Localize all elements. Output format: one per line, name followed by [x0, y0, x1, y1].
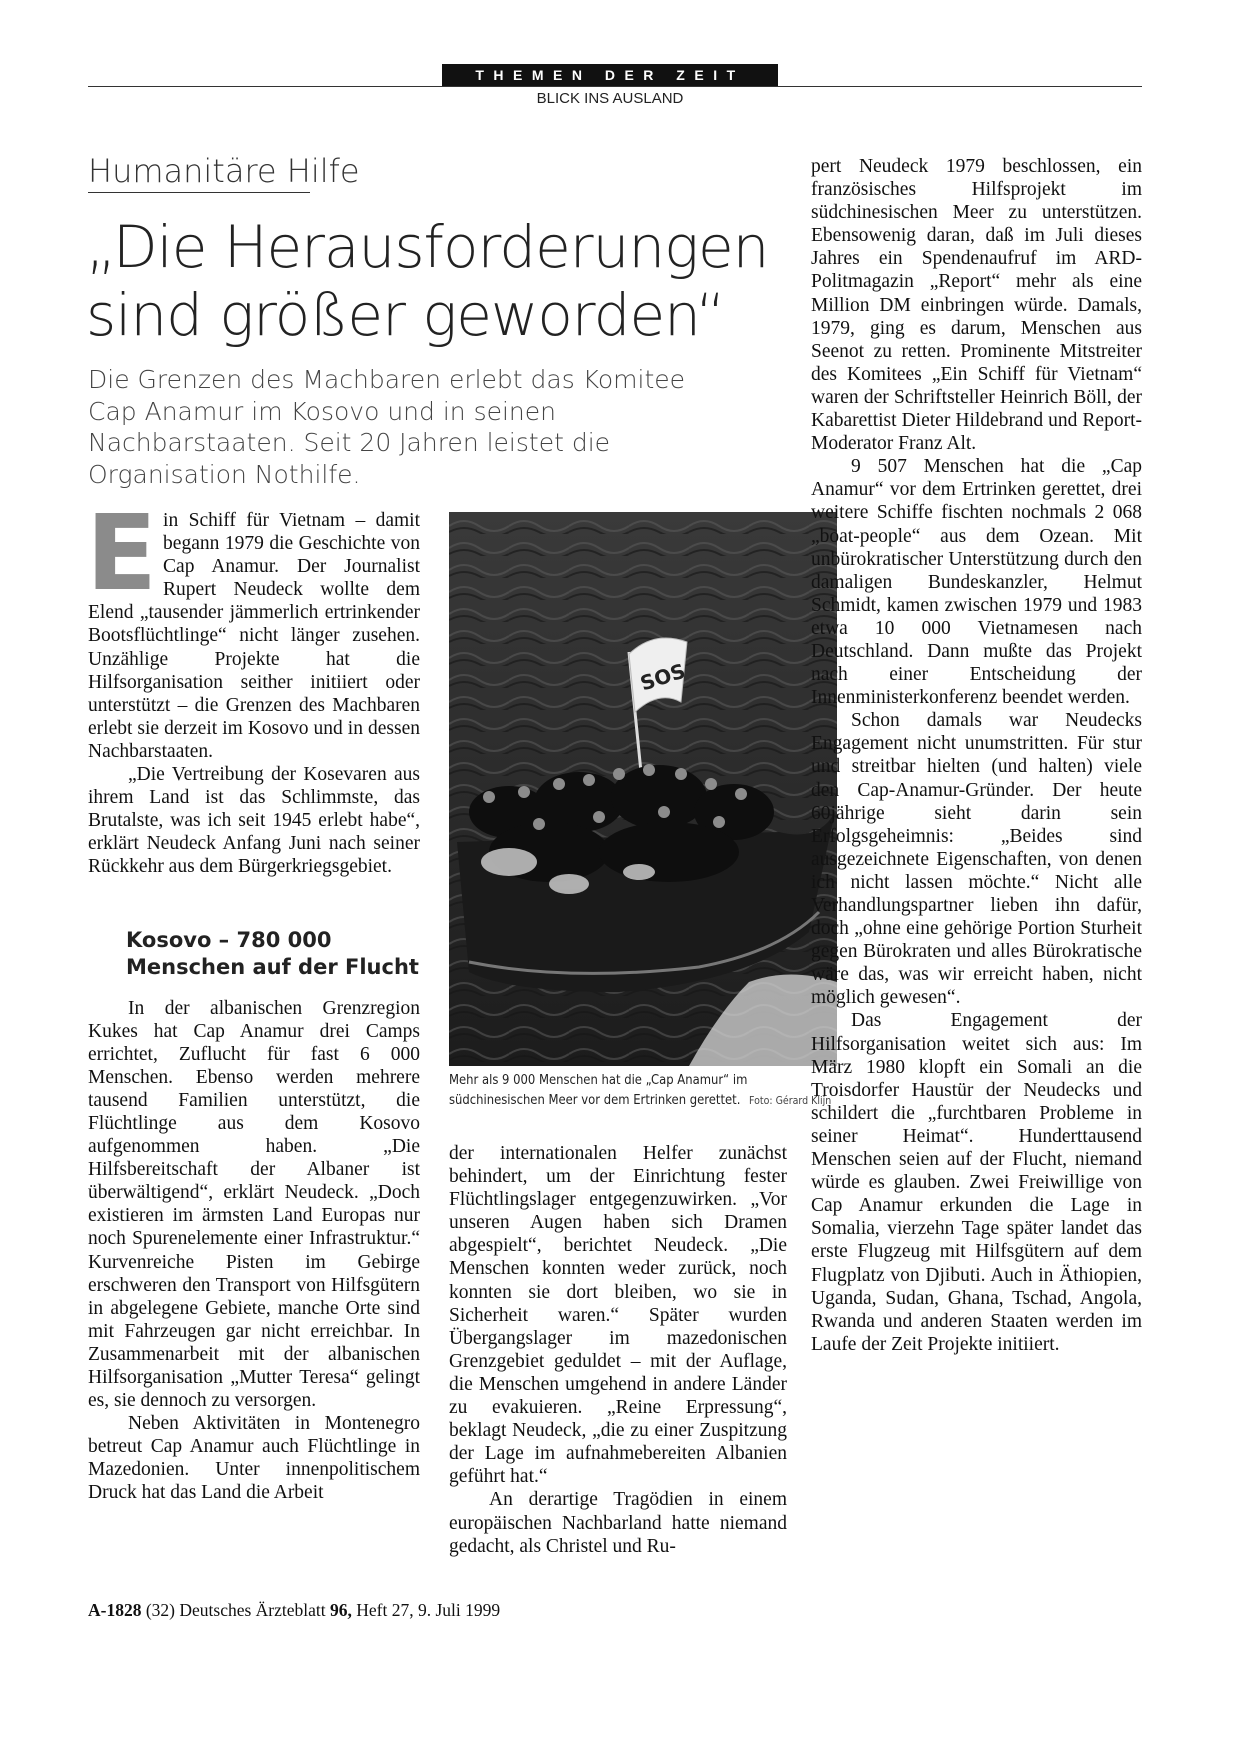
paragraph: Neben Aktivitäten in Montenegro betreut Cap Anamur auch Flüchtlinge in Mazedonien. Unter innenpolitischem Druck hat das Land die Arbeit: [88, 1413, 420, 1504]
page-number: A-1828: [88, 1600, 142, 1620]
subheading-line: Menschen auf der Flucht: [126, 954, 419, 979]
subsection-label: BLICK INS AUSLAND: [536, 90, 684, 107]
paragraph: pert Neudeck 1979 beschlossen, ein französisches Hilfsprojekt im südchinesischen Meer zu unterstützen. Ebensowenig daran, daß im Juli dieses Jahres ein Spendenaufruf im ARD-Politmagazin „Report“ mehr als eine Million DM einbringen würde. Damals, 1979, ging es darum, Menschen aus Seenot zu retten. Prominente Mitstreiter des Komitees „Ein Schiff für Vietnam“ waren der Schriftsteller Heinrich Böll, der Kabarettist Dieter Hildebrand und Report-Moderator Franz Alt.: [811, 156, 1142, 455]
subheading-line: Kosovo – 780 000: [126, 927, 332, 952]
paragraph: Schon damals war Neudecks Engagement nicht unumstritten. Für stur und streitbar hielten (und halten) viele den Cap-Anamur-Gründer. Der heute 60jährige sieht darin sein Erfolgsgeheimnis: „Beides sind ausgezeichnete Eigenschaften, von denen ich nicht lassen möchte.“ Nicht alle Verhandlungspartner lieben ihn dafür, doch „ohne eine gehörige Portion Sturheit gegen Bürokraten und alles Bürokratische wäre das, was wir erreicht haben, nicht möglich gewesen“.: [811, 710, 1142, 1009]
boat-photo: [449, 512, 837, 1066]
journal-name: Deutsches Ärzteblatt: [179, 1600, 326, 1620]
kicker-rule: [88, 192, 310, 193]
column-1: [86, 492, 420, 1505]
kicker: Humanitäre Hilfe: [88, 152, 360, 190]
boat-photo-graphic: [449, 512, 837, 1066]
caption-text: Mehr als 9 000 Menschen hat die „Cap Anamur“ im südchinesischen Meer vor dem Ertrinken gerettet.: [449, 1072, 748, 1108]
paragraph: „Die Vertreibung der Kosevaren aus ihrem Land ist das Schlimmste, das Brutalste, was ich seit 1945 erlebt habe“, erklärt Neudeck Anfang Juni nach seiner Rückkehr aus dem Bürgerkriegsgebiet.: [88, 764, 420, 878]
journal-volume: 96,: [330, 1600, 352, 1620]
page-local: (32): [145, 1600, 175, 1620]
paragraph: der internationalen Helfer zunächst behindert, um der Einrichtung fester Flüchtlingslager entgegenzuwirken. „Vor unseren Augen haben sich Dramen abgespielt“, berichtet Neudeck. „Die Menschen konnten weder zurück, noch konnten sie dort bleiben, wo sie in Sicherheit waren.“ Später wurden Übergangslager im mazedonischen Grenzgebiet geduldet – mit der Auflage, die Menschen umgehend in andere Länder zu evakuieren. „Reine Erpressung“, beklagt Neudeck, „die zu einer Zuspitzung der Lage im aufnahmebereiten Albanien geführt hat.“: [449, 1143, 787, 1488]
header-rule: [88, 86, 1142, 87]
photo-credit: Foto: Gérard Klijn: [749, 1094, 832, 1107]
subheading: [88, 927, 420, 981]
paragraph: An derartige Tragödien in einem europäischen Nachbarland hatte niemand gedacht, als Christel und Ru-: [449, 1489, 787, 1557]
page-footer: [88, 1600, 500, 1621]
photo-caption: [449, 1070, 837, 1111]
dropcap: E: [86, 492, 158, 614]
flag-text: SOS: [637, 658, 689, 696]
column-3: [811, 155, 1142, 1356]
paragraph: In der albanischen Grenzregion Kukes hat Cap Anamur drei Camps errichtet, Zuflucht für fast 6 000 Menschen. Ebenso werden mehrere tausend Familien unterstützt, die Flüchtlinge aus dem Kosovo aufgenommen haben. „Die Hilfsbereitschaft der Albaner ist überwältigend“, erklärt Neudeck. „Doch existieren im ärmsten Land Europas nur noch Spurenelemente einer Infrastruktur.“ Kurvenreiche Pisten im Gebirge erschweren den Transport von Hilfsgütern in abgelegene Gebiete, manche Orte sind mit Fahrzeugen gar nicht erreichbar. In Zusammenarbeit mit der albanischen Hilfsorganisation „Mutter Teresa“ gelingt es, sie dennoch zu versorgen.: [88, 997, 420, 1412]
paragraph: 9 507 Menschen hat die „Cap Anamur“ vor dem Ertrinken gerettet, drei weitere Schiffe fischten nochmals 2 068 „boat-people“ aus dem Ozean. Mit unbürokratischer Unterstützung durch den damaligen Bundeskanzler, Helmut Schmidt, kamen zwischen 1979 und 1983 etwa 10 000 Vietnamesen nach Deutschland. Dann mußte das Projekt nach einer Entscheidung der Innenministerkonferenz beendet werden.: [811, 456, 1142, 709]
paragraph: [86, 492, 420, 763]
issue-date: Heft 27, 9. Juli 1999: [356, 1600, 501, 1620]
dek: Die Grenzen des Machbaren erlebt das Komitee Cap Anamur im Kosovo und in seinen Nachbarstaaten. Seit 20 Jahren leistet die Organisation Nothilfe.: [88, 365, 686, 489]
column-2: [449, 1142, 787, 1558]
headline: „Die Herausforderungen sind größer geworden“: [86, 213, 769, 349]
section-label: THEMEN DER ZEIT: [442, 64, 778, 86]
paragraph: Das Engagement der Hilfsorganisation weitet sich aus: Im März 1980 klopft ein Somali an die Troisdorfer Haustür der Neudecks und schildert die „furchtbaren Probleme in seiner Heimat“. Hunderttausend Menschen seien auf der Flucht, niemand würde es glauben. Zwei Freiwillige von Cap Anamur erkunden die Lage in Somalia, vierzehn Tage später landet das erste Flugzeug mit Hilfsgütern auf dem Flugplatz von Djibuti. Auch in Äthiopien, Uganda, Sudan, Ghana, Tschad, Angola, Rwanda und anderen Staaten werden im Laufe der Zeit Projekte initiiert.: [811, 1010, 1142, 1355]
paragraph-text: in Schiff für Vietnam – damit begann 1979 die Geschichte von Cap Anamur. Der Journalist Rupert Neudeck wollte dem Elend „tausender jämmerlich ertrinkender Bootsflüchtlinge“ nicht länger zusehen. Unzählige Projekte hat die Hilfsorganisation seither initiiert oder unterstützt – die Grenzen des Machbaren erlebt sie derzeit im Kosovo und in dessen Nachbarstaaten.: [88, 510, 420, 762]
